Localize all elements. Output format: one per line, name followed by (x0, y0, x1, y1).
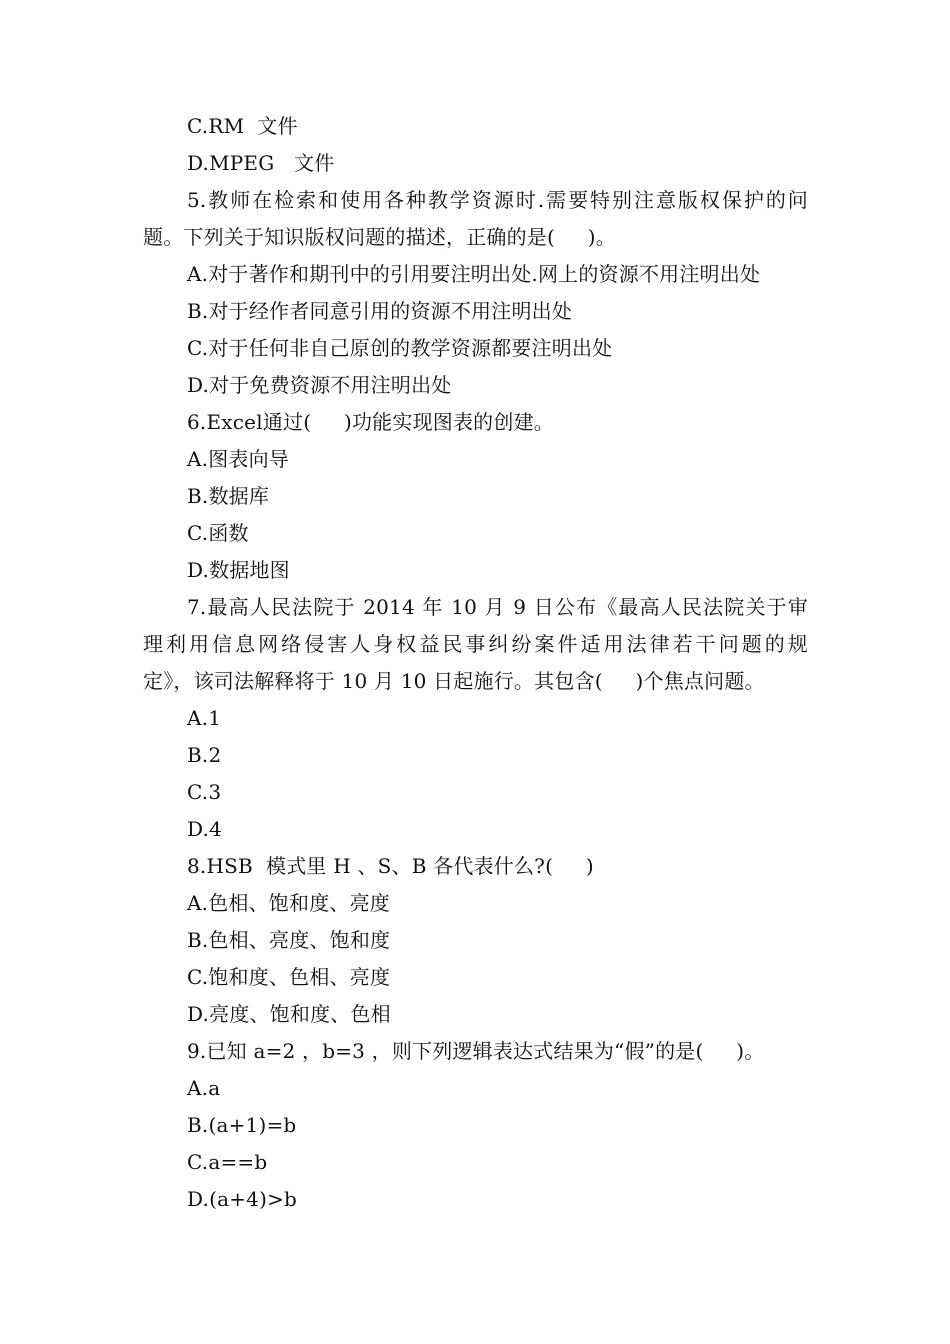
option-line: C.饱和度、色相、亮度 (187, 965, 391, 989)
option-line: C.对于任何非自己原创的教学资源都要注明出处 (187, 336, 613, 360)
question-line: 8.HSB 模式里 H 、S、B 各代表什么?( ) (187, 854, 594, 878)
question-line: 5.教师在检索和使用各种教学资源时.需要特别注意版权保护的问 (187, 188, 808, 212)
option-line: A.对于著作和期刊中的引用要注明出处.网上的资源不用注明出处 (187, 262, 761, 286)
document-body (143, 108, 808, 1218)
option-line: B.2 (187, 743, 222, 767)
option-line: B.数据库 (187, 484, 270, 508)
option-line: A.1 (187, 706, 222, 730)
option-line: D.MPEG 文件 (187, 151, 335, 175)
option-line: C.RM 文件 (187, 114, 298, 138)
option-line: C.3 (187, 780, 222, 804)
option-line: C.函数 (187, 521, 249, 545)
option-line: D.对于免费资源不用注明出处 (187, 373, 452, 397)
option-line: D.数据地图 (187, 558, 290, 582)
option-line: B.(a+1)=b (187, 1113, 297, 1137)
question-line: 理利用信息网络侵害人身权益民事纠纷案件适用法律若干问题的规 (143, 632, 808, 656)
option-line: D.4 (187, 817, 223, 841)
option-line: B.色相、亮度、饱和度 (187, 928, 391, 952)
option-line: D.亮度、饱和度、色相 (187, 1002, 391, 1026)
option-line: B.对于经作者同意引用的资源不用注明出处 (187, 299, 573, 323)
question-line: 7.最高人民法院于 2014 年 10 月 9 日公布《最高人民法院关于审 (187, 595, 808, 619)
option-line: A.图表向导 (187, 447, 290, 471)
option-line: A.色相、饱和度、亮度 (187, 891, 391, 915)
option-line: D.(a+4)>b (187, 1187, 298, 1211)
question-line: 9.已知 a=2 ，b=3 ，则下列逻辑表达式结果为“假”的是( )。 (187, 1039, 765, 1063)
option-line: A.a (187, 1076, 221, 1100)
question-line: 定》，该司法解释将于 10 月 10 日起施行。其包含( )个焦点问题。 (143, 669, 765, 693)
question-line: 6.Excel通过( )功能实现图表的创建。 (187, 410, 554, 434)
option-line: C.a==b (187, 1150, 268, 1174)
question-line: 题。下列关于知识版权问题的描述，正确的是( )。 (143, 225, 616, 249)
